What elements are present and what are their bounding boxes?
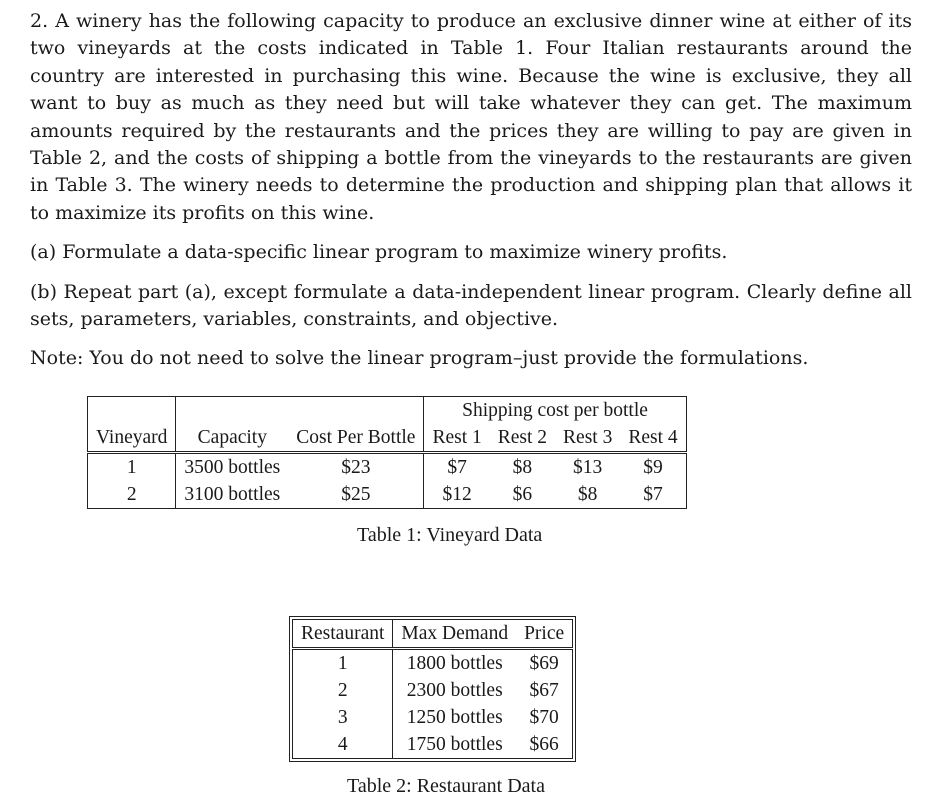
table-cell: $7 — [643, 484, 663, 505]
col-header: Capacity — [176, 424, 288, 453]
col-header: Rest 1 — [424, 424, 490, 453]
table1-header-row — [88, 424, 687, 453]
note: Note: You do not need to solve the linear program–just provide the formulations. — [30, 347, 809, 370]
table-cell: $66 — [529, 734, 559, 755]
table-cell: $8 — [577, 484, 598, 505]
table-cell: 1 — [293, 649, 393, 678]
col-header: Vineyard — [88, 424, 176, 453]
table-cell: 1750 bottles — [406, 734, 503, 755]
col-header: Rest 3 — [555, 424, 620, 453]
table-cell: $69 — [529, 653, 559, 674]
table-cell: $12 — [442, 484, 472, 505]
vineyard-table — [87, 396, 687, 509]
table-cell: 1250 bottles — [406, 707, 503, 728]
table-row — [88, 481, 687, 509]
table-cell: 2300 bottles — [406, 680, 503, 701]
table-cell: 3500 bottles — [184, 457, 281, 478]
table-cell: 2 — [293, 677, 393, 704]
restaurant-table — [292, 619, 573, 759]
table-cell: $7 — [447, 457, 467, 478]
problem-intro: 2. A winery has the following capacity to produce an exclusive dinner wine at either of its two vineyards at the costs indicated in Table 1. Four Italian restaurants around the country are interested in purchasing this wine. Because the wine is exclusive, they all want to buy as much as they need but will take whatever they can get. The maximum amounts required by the restaurants and the prices they are willing to pay are given in Table 2, and the costs of shipping a bottle from the vineyards to the restaurants are given in Table 3. The winery needs to determine the production and shipping plan that allows it to maximize its profits on this wine. — [30, 10, 912, 224]
table-cell: 3 — [293, 704, 393, 731]
table-cell: $13 — [573, 457, 603, 478]
table2-header-row — [293, 620, 573, 649]
col-header: Price — [516, 620, 573, 649]
table-cell: $23 — [288, 453, 424, 482]
col-header: Max Demand — [393, 620, 516, 649]
problem-text — [30, 8, 912, 385]
table1-group-header-row — [88, 397, 687, 425]
table-row — [88, 453, 687, 482]
table-cell: $6 — [512, 484, 533, 505]
table-cell: 4 — [293, 731, 393, 759]
table-row — [293, 677, 573, 704]
table-row — [293, 649, 573, 678]
table2-caption: Table 2: Restaurant Data — [347, 775, 545, 797]
table-cell: $8 — [512, 457, 533, 478]
table-cell: 1 — [88, 453, 176, 482]
table-row — [293, 731, 573, 759]
shipping-cost-header: Shipping cost per bottle — [462, 400, 648, 421]
table-cell: 2 — [88, 481, 176, 509]
part-b: (b) Repeat part (a), except formulate a data-independent linear program. Clearly define all sets, parameters, variables, constraints, and objective. — [30, 280, 912, 331]
col-header: Restaurant — [293, 620, 393, 649]
col-header: Rest 2 — [490, 424, 555, 453]
table-cell: $70 — [529, 707, 559, 728]
table-row — [293, 704, 573, 731]
table-cell: 1800 bottles — [406, 653, 503, 674]
table-cell: $67 — [529, 680, 559, 701]
table-cell: $9 — [643, 457, 663, 478]
table-cell: $25 — [288, 481, 424, 509]
part-a: (a) Formulate a data-specific linear program to maximize winery profits. — [30, 241, 728, 264]
table-cell: 3100 bottles — [184, 484, 281, 505]
col-header: Cost Per Bottle — [288, 424, 424, 453]
table1-caption: Table 1: Vineyard Data — [357, 524, 543, 546]
col-header: Rest 4 — [620, 424, 686, 453]
